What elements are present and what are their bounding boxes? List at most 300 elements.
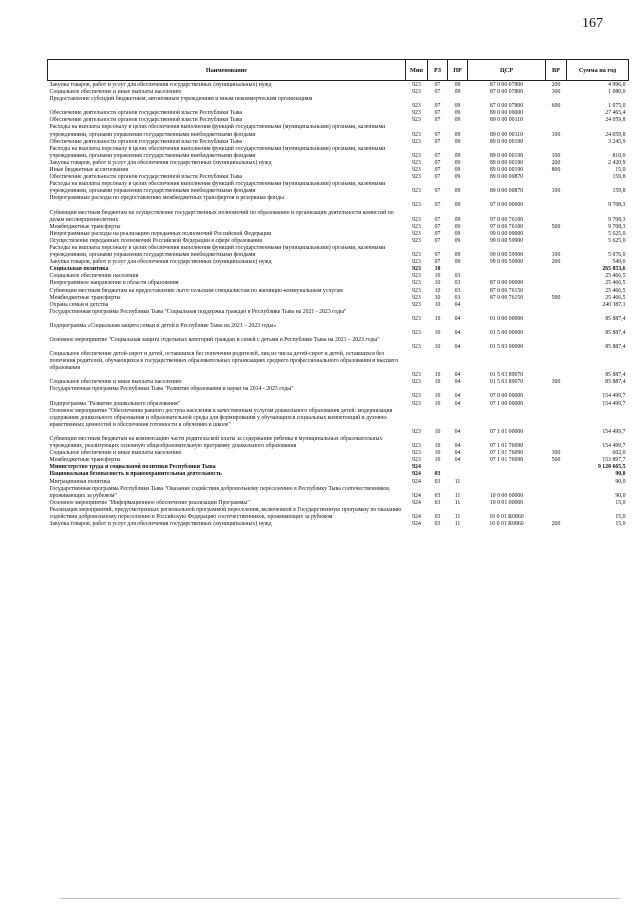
row-vr: 500 <box>551 223 561 230</box>
page-number: 167 <box>582 16 603 31</box>
row-sum: 24 059,8 <box>605 117 626 124</box>
row-vr: 100 <box>551 152 561 159</box>
row-vr: 200 <box>551 521 561 528</box>
row-sum: 154 499,7 <box>602 400 626 407</box>
row-vr <box>546 117 567 124</box>
row-vr <box>546 507 567 521</box>
row-name: Обеспечение деятельности органов государственной власти Республики Тыва <box>49 138 243 145</box>
row-min: 923 <box>412 202 421 209</box>
row-pr: 04 <box>454 301 461 308</box>
row-vr <box>546 479 567 486</box>
row-vr <box>546 471 567 478</box>
row-vr: 600 <box>551 103 561 110</box>
row-rz: 10 <box>434 443 441 450</box>
row-pr: 09 <box>454 117 461 124</box>
row-sum: 9 128 665,5 <box>597 464 626 471</box>
row-sum: 154 499,7 <box>602 443 626 450</box>
row-name: Предоставление субсидий бюджетным, автономным учреждениям и иным некоммерческим организациям <box>49 96 313 103</box>
row-sum: 265 853,6 <box>602 266 626 273</box>
row-name: Закупка товаров, работ и услуг для обеспечения государственных (муниципальных) нужд <box>49 259 272 266</box>
row-rz: 10 <box>434 294 441 301</box>
row-name: Социальное обеспечение и иные выплаты населению <box>49 450 182 457</box>
row-vr <box>546 288 567 295</box>
row-pr: 04 <box>454 400 461 407</box>
row-pr: 09 <box>454 202 461 209</box>
row-pr <box>448 471 468 478</box>
row-rz: 07 <box>434 230 441 237</box>
row-pr <box>448 464 468 471</box>
row-rz: 07 <box>434 237 441 244</box>
row-csr: 01 5 03 00000 <box>489 344 524 350</box>
row-rz: 10 <box>434 329 441 336</box>
table-row <box>48 124 629 138</box>
row-sum: 159,8 <box>612 188 626 195</box>
row-sum: 1 075,0 <box>608 103 626 110</box>
row-rz: 03 <box>434 521 441 528</box>
row-min: 923 <box>412 117 421 124</box>
row-min: 923 <box>412 443 421 450</box>
row-min: 923 <box>412 82 421 88</box>
row-sum: 153 897,7 <box>602 457 626 464</box>
row-name: Основное мероприятие "Обеспечение равного доступа населения к качественным услугам дошкольного образования детей: модернизация содержания дошкольного образования и образовательной среды для формирования у обучающихся социальных компетенций и духовно-нравственных ценностей и обеспечения готовности к обучению в школе" <box>49 407 393 428</box>
row-pr: 09 <box>454 174 461 181</box>
row-vr <box>546 266 567 273</box>
row-name: Основное мероприятие "Социальная защита отдельных категорий граждан и семей с детьми в Республике Тыва на 2021 – 2023 годы" <box>49 337 380 343</box>
row-csr: 07 1 01 76090 <box>489 450 524 457</box>
row-sum: 549,0 <box>612 259 626 266</box>
row-rz <box>428 464 448 471</box>
row-name: Непрограммные расходы на реализацию переданных полномочий Российской Федерации <box>49 230 272 237</box>
table-row <box>48 238 629 245</box>
row-sum: 3 245,9 <box>608 138 626 145</box>
row-rz: 03 <box>434 492 441 499</box>
row-min: 923 <box>412 400 421 407</box>
row-min: 923 <box>412 280 421 287</box>
row-rz: 10 <box>434 273 441 280</box>
row-min: 923 <box>412 393 421 400</box>
row-rz: 07 <box>434 89 441 96</box>
row-min: 923 <box>412 159 421 166</box>
row-sum: 2 420,9 <box>608 159 626 166</box>
row-rz: 10 <box>434 428 441 435</box>
row-sum: 154 499,7 <box>602 393 626 400</box>
row-name: Межбюджетные трансферты <box>49 457 121 464</box>
table-header-row <box>48 60 629 81</box>
row-vr: 300 <box>551 450 561 457</box>
row-pr: 09 <box>454 216 461 223</box>
row-name: Обеспечение деятельности органов государственной власти Республики Тыва <box>49 110 243 117</box>
row-pr: 09 <box>454 89 461 96</box>
row-pr <box>448 266 468 273</box>
row-name: Закупка товаров, работ и услуг для обеспечения государственных (муниципальных) нужд <box>49 82 272 88</box>
row-csr: 10 0 00 00000 <box>489 492 524 499</box>
row-min: 923 <box>412 131 421 138</box>
row-sum: 25 466,5 <box>605 273 626 280</box>
row-sum: 15,0 <box>615 513 626 520</box>
table-row <box>48 486 629 500</box>
row-rz: 07 <box>434 159 441 166</box>
row-csr: 01 5 00 00000 <box>489 329 524 336</box>
row-pr: 09 <box>454 259 461 266</box>
row-pr: 09 <box>454 230 461 237</box>
row-vr <box>546 238 567 245</box>
row-csr: 87 0 00 07800 <box>489 103 524 110</box>
row-pr: 09 <box>454 237 461 244</box>
row-csr: 87 0 00 76150 <box>489 287 524 294</box>
row-csr: 89 0 00 00190 <box>489 159 524 166</box>
row-name: Непрограммные расходы по предоставлению межбюджетных трансфертов и резервные фонды <box>49 195 285 202</box>
header-min: Мин <box>406 60 428 81</box>
table-row <box>48 471 629 478</box>
row-pr: 04 <box>454 393 461 400</box>
row-pr: 03 <box>454 273 461 280</box>
row-rz: 07 <box>434 110 441 117</box>
row-pr: 04 <box>454 315 461 322</box>
row-csr: 07 1 01 00000 <box>489 428 524 435</box>
row-vr: 500 <box>551 294 561 301</box>
row-vr: 200 <box>551 259 561 266</box>
row-rz: 07 <box>434 152 441 159</box>
row-pr: 09 <box>454 159 461 166</box>
row-rz: 03 <box>434 478 441 485</box>
row-pr: 04 <box>454 428 461 435</box>
row-min: 923 <box>412 273 421 280</box>
table-row <box>48 323 629 337</box>
row-csr: 97 0 00 76100 <box>489 216 524 223</box>
row-pr: 11 <box>454 513 461 520</box>
row-rz: 10 <box>434 393 441 400</box>
row-csr: 01 5 03 89070 <box>489 372 524 379</box>
row-sum: 15,0 <box>615 521 626 528</box>
row-sum: 4 996,0 <box>608 82 626 88</box>
row-name: Социальное обеспечение и иные выплаты населению <box>49 89 182 96</box>
row-min: 923 <box>412 457 421 464</box>
row-min: 923 <box>412 329 421 336</box>
row-min: 923 <box>412 138 421 145</box>
row-name: Подпрограмма "Развитие дошкольного образования" <box>49 400 181 407</box>
row-vr <box>546 273 567 280</box>
row-min: 923 <box>412 379 421 386</box>
table-row <box>48 139 629 146</box>
row-vr <box>546 110 567 117</box>
row-min: 924 <box>412 521 421 528</box>
row-min: 923 <box>412 188 421 195</box>
row-sum: 5 625,0 <box>608 237 626 244</box>
row-rz: 10 <box>434 315 441 322</box>
row-sum: 90,0 <box>615 478 626 485</box>
row-pr: 09 <box>454 103 461 110</box>
row-pr: 04 <box>454 329 461 336</box>
row-min: 923 <box>412 259 421 266</box>
table-row <box>48 96 629 110</box>
row-rz: 03 <box>434 471 441 478</box>
row-pr: 04 <box>454 457 461 464</box>
table-row <box>48 288 629 295</box>
row-rz: 07 <box>434 82 441 88</box>
row-vr <box>546 500 567 507</box>
row-csr: 89 0 00 00190 <box>489 167 524 174</box>
header-pr: ПР <box>448 60 468 81</box>
row-sum: 15,0 <box>615 167 626 174</box>
row-pr: 09 <box>454 223 461 230</box>
row-name: Государственная программа Республики Тыва "Развитие образования и науки на 2014 - 2025 годы" <box>49 386 294 393</box>
row-rz: 10 <box>434 372 441 379</box>
row-vr <box>546 464 567 471</box>
row-name: Охрана семьи и детства <box>49 301 109 308</box>
row-rz: 10 <box>434 266 441 273</box>
row-min: 924 <box>412 499 421 506</box>
row-name: Социальное обеспечение населения <box>49 273 139 280</box>
budget-table <box>47 59 629 528</box>
row-min: 923 <box>412 103 421 110</box>
table-row <box>48 181 629 195</box>
row-vr: 100 <box>551 188 561 195</box>
row-rz: 10 <box>434 301 441 308</box>
page-footer-rule <box>60 898 620 899</box>
header-vr: ВР <box>546 60 567 81</box>
row-pr: 09 <box>454 82 461 88</box>
row-sum: 9 708,3 <box>608 216 626 223</box>
row-pr: 04 <box>454 372 461 379</box>
row-pr: 11 <box>454 499 461 506</box>
row-vr <box>546 231 567 238</box>
row-pr: 04 <box>454 450 461 457</box>
row-sum: 85 887,4 <box>605 315 626 322</box>
row-min: 924 <box>412 478 421 485</box>
row-vr <box>546 337 567 351</box>
row-csr: 89 0 00 00190 <box>489 138 524 145</box>
table-row <box>48 507 629 521</box>
row-min: 923 <box>412 237 421 244</box>
row-sum: 15,0 <box>615 499 626 506</box>
row-min: 923 <box>412 230 421 237</box>
table-row <box>48 231 629 238</box>
row-rz: 10 <box>434 344 441 350</box>
row-csr: 99 0 00 59900 <box>489 259 524 266</box>
row-vr <box>546 408 567 436</box>
row-pr: 09 <box>454 188 461 195</box>
table-row <box>48 280 629 287</box>
row-csr: 87 0 00 07800 <box>489 89 524 96</box>
row-csr <box>468 479 546 486</box>
row-name: Обеспечение деятельности органов государственной власти Республики Тыва <box>49 174 243 181</box>
row-pr: 09 <box>454 110 461 117</box>
row-csr: 87 0 00 76150 <box>489 294 524 301</box>
row-name: Непрограммное направление в области образования <box>49 280 179 287</box>
row-csr: 10 0 01 R0860 <box>489 521 524 528</box>
table-row <box>48 386 629 400</box>
row-min: 924 <box>412 471 421 478</box>
row-sum: 602,0 <box>612 450 626 457</box>
row-rz: 03 <box>434 499 441 506</box>
row-sum: 240 387,1 <box>602 301 626 308</box>
table-row <box>48 401 629 408</box>
row-pr: 04 <box>454 443 461 450</box>
row-csr: 97 0 00 76100 <box>489 223 524 230</box>
row-vr <box>546 386 567 400</box>
row-min: 924 <box>412 464 421 471</box>
table-row <box>48 408 629 436</box>
row-sum: 159,8 <box>612 174 626 181</box>
row-sum: 810,0 <box>612 152 626 159</box>
row-csr: 89 0 00 00190 <box>489 152 524 159</box>
row-rz: 07 <box>434 103 441 110</box>
row-csr <box>468 471 546 478</box>
row-pr: 09 <box>454 167 461 174</box>
row-name: Закупка товаров, работ и услуг для обеспечения государственных (муниципальных) нужд <box>49 159 272 166</box>
row-min: 923 <box>412 89 421 96</box>
row-min: 923 <box>412 428 421 435</box>
row-rz: 07 <box>434 259 441 266</box>
row-name: Социальное обеспечение и иные выплаты населению <box>49 379 182 386</box>
row-min: 923 <box>412 301 421 308</box>
row-name: Расходы на выплаты персоналу в целях обеспечения выполнения функций государственными (муниципальными) органами, казенными учреждениями, органами управления государственными внебюджетными фондами <box>49 124 386 138</box>
row-min: 923 <box>412 216 421 223</box>
row-pr: 11 <box>454 478 461 485</box>
row-pr: 09 <box>454 131 461 138</box>
header-csr: ЦСР <box>468 60 546 81</box>
row-vr <box>546 486 567 500</box>
row-min: 923 <box>412 294 421 301</box>
table-row <box>48 295 629 302</box>
row-vr <box>546 401 567 408</box>
row-rz: 07 <box>434 138 441 145</box>
table-row <box>48 337 629 351</box>
row-pr: 11 <box>454 521 461 528</box>
row-name: Подпрограмма «Социальная защита семьи и детей в Республике Тыва на 2021 – 2023 годы» <box>49 322 277 329</box>
row-min: 923 <box>412 266 421 273</box>
header-rz: РЗ <box>428 60 448 81</box>
row-min: 923 <box>412 167 421 174</box>
row-min: 923 <box>412 252 421 259</box>
row-csr <box>468 464 546 471</box>
row-min: 923 <box>412 372 421 379</box>
header-sum: Сумма на год <box>567 60 629 81</box>
row-rz: 07 <box>434 223 441 230</box>
row-name: Закупка товаров, работ и услуг для обеспечения государственных (муниципальных) нужд <box>49 521 272 528</box>
table-row <box>48 160 629 167</box>
row-min: 924 <box>412 492 421 499</box>
row-sum: 85 887,4 <box>605 372 626 379</box>
row-min: 923 <box>412 287 421 294</box>
row-csr: 07 0 00 00000 <box>489 393 524 400</box>
row-sum: 5 625,0 <box>608 230 626 237</box>
row-min: 923 <box>412 174 421 181</box>
row-csr: 99 0 00 59900 <box>489 252 524 259</box>
row-csr: 01 0 00 00000 <box>489 315 524 322</box>
row-csr: 97 0 00 00000 <box>489 202 524 209</box>
row-rz: 03 <box>434 513 441 520</box>
row-name: Расходы на выплаты персоналу в целях обеспечения выполнения функций государственными (муниципальными) органами, казенными учреждениями, органами управления государственными внебюджетными фондами <box>49 145 386 159</box>
row-csr: 07 1 01 76090 <box>489 443 524 450</box>
row-sum: 24 059,8 <box>605 131 626 138</box>
table-row <box>48 436 629 450</box>
row-rz: 10 <box>434 379 441 386</box>
row-sum: 154 499,7 <box>602 428 626 435</box>
row-rz: 07 <box>434 167 441 174</box>
table-row <box>48 195 629 209</box>
row-pr: 03 <box>454 294 461 301</box>
row-pr: 09 <box>454 138 461 145</box>
row-name: Межбюджетные трансферты <box>49 294 121 301</box>
row-vr <box>546 436 567 450</box>
table-row <box>48 245 629 259</box>
row-rz: 07 <box>434 216 441 223</box>
row-csr: 87 0 00 00000 <box>489 280 524 287</box>
table-row <box>48 224 629 231</box>
row-csr: 07 1 00 00000 <box>489 400 524 407</box>
row-rz: 07 <box>434 252 441 259</box>
row-min: 923 <box>412 223 421 230</box>
row-rz: 07 <box>434 131 441 138</box>
row-name: Осуществление переданных полномочий Российской Федерации в сфере образования <box>49 237 262 244</box>
row-csr: 01 5 03 89070 <box>489 379 524 386</box>
row-vr: 800 <box>551 167 561 174</box>
row-min: 923 <box>412 110 421 117</box>
table-row <box>48 146 629 160</box>
row-name: Реализация мероприятий, предусмотренных региональной программой переселения, включенной в Государственную программу по оказанию содействия добровольному переселению в Российскую Федерацию соотечественников, проживающих за рубежом <box>49 506 402 520</box>
row-name: Субвенции местным бюджетам на компенсацию части родительской платы за содержание ребенка в муниципальных образовательных учреждениях, реализующих основную общеобразовательную программу дошкольного образования <box>49 435 383 450</box>
table-row <box>48 521 629 528</box>
row-vr <box>546 280 567 287</box>
row-rz: 07 <box>434 188 441 195</box>
table-row <box>48 81 629 90</box>
row-pr: 04 <box>454 379 461 386</box>
row-sum: 90,0 <box>615 471 626 478</box>
row-vr <box>546 323 567 337</box>
row-vr: 300 <box>551 379 561 386</box>
row-vr: 200 <box>551 82 561 88</box>
row-csr <box>468 302 546 309</box>
row-csr: 89 0 00 00870 <box>489 174 524 181</box>
row-sum: 85 887,4 <box>605 344 626 350</box>
row-name: Социальное обеспечение детей-сирот и детей, оставшихся без попечения родителей, лиц из числа детей-сирот и детей, оставшихся без попечения родителей, обучающихся в государственных образовательных организациях среднего профессионального образования и высшего образования <box>49 351 399 372</box>
row-sum: 90,0 <box>615 492 626 499</box>
row-sum: 25 466,5 <box>605 294 626 301</box>
row-name: Социальная политика <box>49 266 109 273</box>
row-vr <box>546 174 567 181</box>
row-rz: 07 <box>434 202 441 209</box>
row-sum: 9 708,3 <box>608 223 626 230</box>
row-name: Миграционная политика <box>49 478 111 485</box>
row-name: Обеспечение деятельности органов государственной власти Республики Тыва <box>49 117 243 124</box>
table-row <box>48 351 629 379</box>
row-csr <box>468 273 546 280</box>
row-pr: 11 <box>454 492 461 499</box>
row-sum: 5 076,0 <box>608 252 626 259</box>
row-sum: 85 887,4 <box>605 379 626 386</box>
row-vr <box>546 302 567 309</box>
row-min: 923 <box>412 152 421 159</box>
table-row <box>48 309 629 323</box>
row-sum: 27 465,4 <box>605 110 626 117</box>
row-vr: 100 <box>551 131 561 138</box>
row-min: 923 <box>412 344 421 350</box>
row-sum: 85 887,4 <box>605 329 626 336</box>
row-name: Министерство труда и социальной политики Республики Тыва <box>49 464 216 471</box>
row-sum: 25 466,5 <box>605 287 626 294</box>
row-csr: 10 0 01 00000 <box>489 499 524 506</box>
row-csr: 89 0 00 00870 <box>489 188 524 195</box>
row-csr: 10 0 01 R0860 <box>489 513 524 520</box>
row-vr: 200 <box>551 159 561 166</box>
row-vr <box>546 210 567 224</box>
row-name: Государственная программа Республики Тыва "Оказание содействия добровольному переселению в Республику Тыва соотечественников, проживающих за рубежом" <box>49 485 391 499</box>
row-csr: 89 0 00 00110 <box>489 131 524 138</box>
row-csr: 89 0 00 00000 <box>489 110 524 117</box>
row-vr <box>546 195 567 209</box>
row-rz: 10 <box>434 280 441 287</box>
